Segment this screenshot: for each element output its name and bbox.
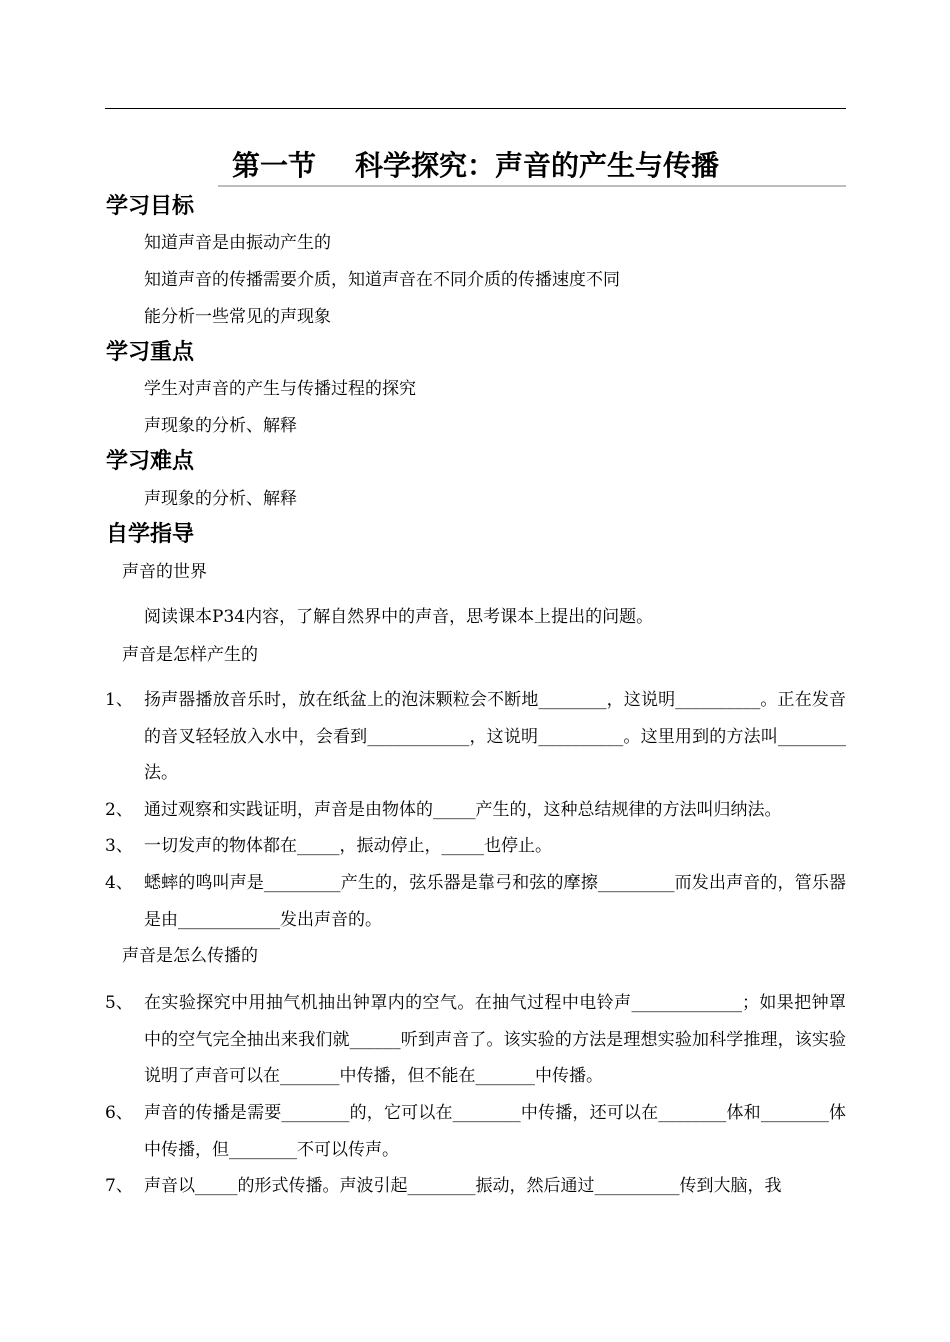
- title-underline: [218, 185, 846, 187]
- goal-item: 能分析一些常见的声现象: [144, 307, 331, 327]
- question-number: 4、: [105, 873, 133, 893]
- question-text: 声音的传播是需要________的，它可以在________中传播，还可以在________体和________体中传播，但________不可以传声。: [144, 1103, 846, 1160]
- question-text: 通过观察和实践证明，声音是由物体的_____产生的，这种总结规律的方法叫归纳法。: [144, 800, 782, 820]
- question-number: 2、: [105, 800, 133, 820]
- question-number: 5、: [105, 993, 133, 1013]
- key-point-item: 声现象的分析、解释: [144, 416, 297, 436]
- question-text: 在实验探究中用抽气机抽出钟罩内的空气。在抽气过程中电铃声_____________；如果把钟罩中的空气完全抽出来我们就______听到声音了。该实验的方法是理想实验加科学推理，该实验说明了声音可以在_______中传播，但不能在_______中传播。: [144, 993, 846, 1087]
- guide-paragraph: 阅读课本P34内容，了解自然界中的声音，思考课本上提出的问题。: [144, 607, 654, 627]
- question-number: 1、: [105, 690, 133, 710]
- question-number: 6、: [105, 1103, 133, 1123]
- question-text: 一切发声的物体都在_____，振动停止，_____也停止。: [144, 836, 552, 856]
- sub-heading: 声音是怎样产生的: [122, 645, 258, 665]
- sub-heading: 声音是怎么传播的: [122, 946, 258, 966]
- page-title: 第一节 科学探究：声音的产生与传播: [232, 149, 719, 182]
- question-number: 3、: [105, 836, 133, 856]
- goal-item: 知道声音是由振动产生的: [144, 233, 331, 253]
- section-heading-goals: 学习目标: [106, 194, 195, 219]
- key-point-item: 学生对声音的产生与传播过程的探究: [144, 379, 416, 399]
- question-text: 扬声器播放音乐时，放在纸盆上的泡沫颗粒会不断地________，这说明__________。正在发音的音叉轻轻放入水中，会看到____________，这说明__________。这里用到的方法叫________法。: [144, 690, 846, 784]
- section-heading-guide: 自学指导: [106, 522, 195, 547]
- question-number: 7、: [105, 1176, 133, 1196]
- section-heading-key-points: 学习重点: [106, 340, 195, 365]
- section-heading-difficulties: 学习难点: [106, 449, 195, 474]
- question-text: 声音以_____的形式传播。声波引起________振动，然后通过__________传到大脑，我: [144, 1176, 782, 1196]
- question-text: 蟋蟀的鸣叫声是_________产生的，弦乐器是靠弓和弦的摩擦_________而发出声音的，管乐器是由____________发出声音的。: [144, 873, 846, 930]
- goal-item: 知道声音的传播需要介质，知道声音在不同介质的传播速度不同: [144, 270, 620, 290]
- difficulty-item: 声现象的分析、解释: [144, 489, 297, 509]
- sub-heading: 声音的世界: [122, 562, 207, 582]
- header-rule: [105, 108, 846, 109]
